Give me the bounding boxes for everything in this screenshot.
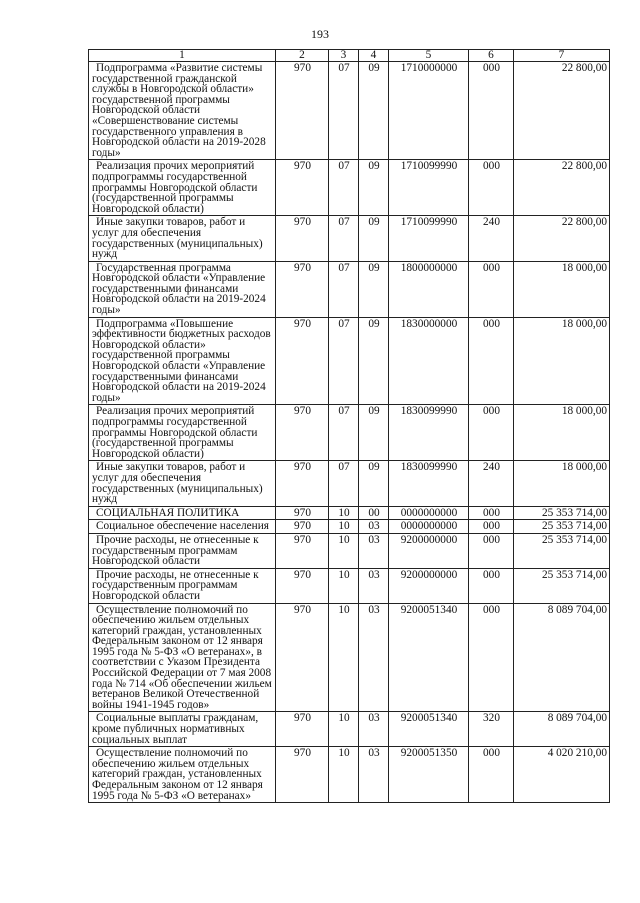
row-target-code: 9200051340 [389, 603, 469, 712]
row-expense-type: 000 [469, 317, 514, 405]
row-expense-type: 240 [469, 216, 514, 261]
row-amount: 4 020 210,00 [514, 747, 610, 803]
row-name: Реализация прочих мероприятий подпрограммы государственной программы Новгородской области (государственной программы Новгородской области) [89, 160, 276, 216]
row-target-code: 1800000000 [389, 261, 469, 317]
row-name: Осуществление полномочий по обеспечению жильем отдельных категорий граждан, установленных Федеральным законом от 12 января 1995 года № 5-ФЗ «О ветеранах», в соответствии с Указом Президента Российской Федерации от 7 мая 2008 года № 714 «Об обеспечении жильем ветеранов Великой Отечественной войны 1941-1945 годов» [89, 603, 276, 712]
row-grbs: 970 [276, 160, 329, 216]
row-grbs: 970 [276, 461, 329, 506]
row-grbs: 970 [276, 568, 329, 603]
row-expense-type: 000 [469, 506, 514, 520]
row-subsection: 09 [359, 461, 389, 506]
row-expense-type: 000 [469, 261, 514, 317]
row-subsection: 03 [359, 747, 389, 803]
row-subsection: 09 [359, 405, 389, 461]
row-amount: 25 353 714,00 [514, 520, 610, 534]
row-grbs: 970 [276, 747, 329, 803]
table-row [89, 603, 610, 712]
table-row [89, 747, 610, 803]
row-subsection: 09 [359, 62, 389, 160]
row-name: Реализация прочих мероприятий подпрограммы государственной программы Новгородской области (государственной программы Новгородской области) [89, 405, 276, 461]
row-expense-type: 320 [469, 712, 514, 747]
row-name: Иные закупки товаров, работ и услуг для обеспечения государственных (муниципальных) нужд [89, 461, 276, 506]
row-target-code: 0000000000 [389, 520, 469, 534]
row-subsection: 03 [359, 712, 389, 747]
table-row [89, 461, 610, 506]
table-row [89, 520, 610, 534]
row-subsection: 09 [359, 261, 389, 317]
table-row [89, 261, 610, 317]
row-amount: 22 800,00 [514, 160, 610, 216]
row-target-code: 1710000000 [389, 62, 469, 160]
row-amount: 8 089 704,00 [514, 712, 610, 747]
table-row [89, 317, 610, 405]
table-row [89, 506, 610, 520]
row-target-code: 0000000000 [389, 506, 469, 520]
row-subsection: 03 [359, 533, 389, 568]
column-header: 3 [329, 50, 359, 62]
row-expense-type: 000 [469, 520, 514, 534]
row-target-code: 1830099990 [389, 461, 469, 506]
row-amount: 18 000,00 [514, 461, 610, 506]
row-grbs: 970 [276, 62, 329, 160]
row-name: Социальные выплаты гражданам, кроме публичных нормативных социальных выплат [89, 712, 276, 747]
row-amount: 8 089 704,00 [514, 603, 610, 712]
row-subsection: 09 [359, 160, 389, 216]
row-amount: 22 800,00 [514, 62, 610, 160]
row-subsection: 09 [359, 216, 389, 261]
page-number: 193 [311, 27, 329, 41]
row-grbs: 970 [276, 712, 329, 747]
row-target-code: 9200051350 [389, 747, 469, 803]
row-target-code: 1710099990 [389, 216, 469, 261]
row-target-code: 1710099990 [389, 160, 469, 216]
row-subsection: 03 [359, 603, 389, 712]
row-expense-type: 000 [469, 747, 514, 803]
row-expense-type: 240 [469, 461, 514, 506]
row-amount: 22 800,00 [514, 216, 610, 261]
row-section: 07 [329, 317, 359, 405]
table-row [89, 568, 610, 603]
row-name: Подпрограмма «Повышение эффективности бюджетных расходов Новгородской области» государственной программы Новгородской области «Управление государственными финансами Новгородской области на 2019-2024 годы» [89, 317, 276, 405]
row-name: Прочие расходы, не отнесенные к государственным программам Новгородской области [89, 533, 276, 568]
row-name: Осуществление полномочий по обеспечению жильем отдельных категорий граждан, установленных Федеральным законом от 12 января 1995 года № 5-ФЗ «О ветеранах» [89, 747, 276, 803]
row-section: 07 [329, 62, 359, 160]
row-amount: 25 353 714,00 [514, 533, 610, 568]
row-subsection: 03 [359, 568, 389, 603]
row-section: 10 [329, 603, 359, 712]
column-header: 4 [359, 50, 389, 62]
row-section: 07 [329, 405, 359, 461]
table-row [89, 712, 610, 747]
row-name: Социальное обеспечение населения [89, 520, 276, 534]
row-grbs: 970 [276, 405, 329, 461]
column-header: 6 [469, 50, 514, 62]
row-amount: 25 353 714,00 [514, 506, 610, 520]
row-expense-type: 000 [469, 568, 514, 603]
row-amount: 18 000,00 [514, 261, 610, 317]
row-expense-type: 000 [469, 160, 514, 216]
row-section: 07 [329, 461, 359, 506]
row-grbs: 970 [276, 261, 329, 317]
row-target-code: 9200051340 [389, 712, 469, 747]
row-section: 07 [329, 216, 359, 261]
row-amount: 25 353 714,00 [514, 568, 610, 603]
row-grbs: 970 [276, 317, 329, 405]
row-expense-type: 000 [469, 533, 514, 568]
row-section: 10 [329, 533, 359, 568]
row-grbs: 970 [276, 603, 329, 712]
row-name: Иные закупки товаров, работ и услуг для обеспечения государственных (муниципальных) нужд [89, 216, 276, 261]
budget-table [88, 49, 610, 803]
table-row [89, 160, 610, 216]
row-subsection: 00 [359, 506, 389, 520]
row-section: 07 [329, 261, 359, 317]
row-grbs: 970 [276, 216, 329, 261]
column-header: 1 [89, 50, 276, 62]
row-section: 10 [329, 568, 359, 603]
row-amount: 18 000,00 [514, 405, 610, 461]
row-target-code: 1830000000 [389, 317, 469, 405]
row-name: Подпрограмма «Развитие системы государственной гражданской службы в Новгородской области» государственной программы Новгородской области «Совершенствование системы государственного управления в Новгородской области на 2019-2028 годы» [89, 62, 276, 160]
row-subsection: 09 [359, 317, 389, 405]
row-name: Государственная программа Новгородской области «Управление государственными финансами Новгородской области на 2019-2024 годы» [89, 261, 276, 317]
row-amount: 18 000,00 [514, 317, 610, 405]
row-section: 10 [329, 520, 359, 534]
row-name: Прочие расходы, не отнесенные к государственным программам Новгородской области [89, 568, 276, 603]
row-expense-type: 000 [469, 603, 514, 712]
column-header: 2 [276, 50, 329, 62]
row-grbs: 970 [276, 506, 329, 520]
header-row [89, 50, 610, 62]
row-section: 10 [329, 712, 359, 747]
row-grbs: 970 [276, 533, 329, 568]
column-header: 7 [514, 50, 610, 62]
row-target-code: 9200000000 [389, 568, 469, 603]
table-row [89, 405, 610, 461]
table-row [89, 62, 610, 160]
row-target-code: 1830099990 [389, 405, 469, 461]
row-grbs: 970 [276, 520, 329, 534]
row-target-code: 9200000000 [389, 533, 469, 568]
row-subsection: 03 [359, 520, 389, 534]
column-header: 5 [389, 50, 469, 62]
row-section: 10 [329, 747, 359, 803]
row-section: 10 [329, 506, 359, 520]
table-row [89, 533, 610, 568]
table-row [89, 216, 610, 261]
row-expense-type: 000 [469, 405, 514, 461]
row-expense-type: 000 [469, 62, 514, 160]
row-section: 07 [329, 160, 359, 216]
row-name: СОЦИАЛЬНАЯ ПОЛИТИКА [89, 506, 276, 520]
